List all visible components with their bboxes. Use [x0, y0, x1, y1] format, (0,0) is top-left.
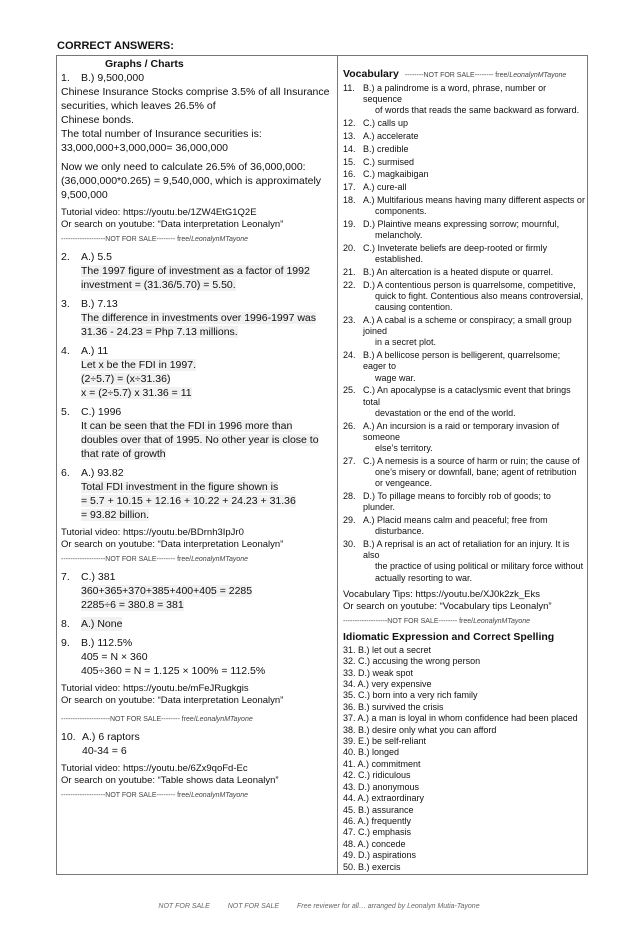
idiom-answer: 46. A.) frequently	[343, 815, 412, 826]
explanation: The 1997 figure of investment as a factor of 1992	[81, 265, 310, 277]
idiom-answer: 42. C.) ridiculous	[343, 770, 411, 781]
graphs-charts-column	[57, 56, 338, 874]
explanation: 33,000,000+3,000,000= 36,000,000	[61, 142, 228, 154]
search-hint: Or search on youtube: “Vocabulary tips Leonalyn”	[343, 600, 552, 612]
idiom-answer: 33. D.) weak spot	[343, 667, 414, 678]
answer-number: 24.	[343, 350, 356, 361]
answer-choice: C.) 1996	[81, 406, 122, 418]
answer-8	[61, 617, 333, 631]
vocab-answer	[343, 118, 585, 129]
vocab-answer	[343, 83, 585, 117]
answer-1	[61, 71, 333, 85]
answer-text: A.) Placid means calm and peaceful; free from	[363, 515, 548, 525]
not-for-sale-note: -------------------NOT FOR SALE-------- free/LeonalynMTayone	[61, 792, 249, 799]
not-for-sale-note: -------------------NOT FOR SALE-------- free/LeonalynMTayone	[61, 556, 249, 563]
answer-number: 1.	[61, 72, 70, 84]
answer-text-continued: components.	[375, 206, 427, 217]
answer-4	[61, 344, 333, 400]
answer-number: 27.	[343, 455, 356, 466]
vocab-answer	[343, 195, 585, 217]
idiom-answer: 38. B.) desire only what you can afford	[343, 724, 497, 735]
idiom-answer: 50. B.) exercis	[343, 861, 401, 872]
not-for-sale-note: -------------------NOT FOR SALE-------- free/LeonalynMTayone	[343, 617, 531, 625]
idiom-answer: 47. C.) emphasis	[343, 827, 412, 838]
idiom-answer: 37. A.) a man is loyal in whom confidence had been placed	[343, 713, 578, 724]
section-title-vocabulary: Vocabulary	[343, 68, 399, 80]
search-hint: Or search on youtube: “Data interpretation Leonalyn”	[61, 219, 284, 230]
answer-number: 7.	[61, 571, 70, 583]
answer-text: A.) An incursion is a raid or temporary invasion of someone	[363, 420, 560, 442]
answer-number: 13.	[343, 131, 356, 141]
answer-text: B.) An altercation is a heated dispute or quarrel.	[363, 266, 554, 277]
vocab-answer	[343, 421, 585, 455]
answer-number: 20.	[343, 242, 356, 253]
answer-text: C.) surmised	[363, 156, 415, 167]
answer-number: 15.	[343, 156, 356, 167]
idiom-answer: 49. D.) aspirations	[343, 850, 417, 861]
idiom-answer: 40. B.) longed	[343, 747, 400, 758]
explanation: (2÷5.7) = (x÷31.36)	[81, 373, 171, 385]
tutorial-link[interactable]: Tutorial video: https://youtu.be/BDrnh3IpJr0	[61, 527, 244, 538]
answer-number: 22.	[343, 279, 356, 290]
answer-text: B.) A reprisal is an act of retaliation for an injury. It is also	[363, 539, 570, 561]
answer-number: 5.	[61, 406, 70, 418]
answer-number: 10.	[61, 731, 76, 743]
idiom-answer: 48. A.) concede	[343, 838, 406, 849]
answer-number: 6.	[61, 467, 70, 479]
answer-choice: A.) 5.5	[81, 251, 112, 263]
search-hint: Or search on youtube: “Table shows data Leonalyn”	[61, 775, 279, 786]
answer-text: B.) A bellicose person is belligerent, quarrelsome; eager to	[363, 350, 561, 372]
answer-number: 29.	[343, 515, 356, 525]
section-title-idioms: Idiomatic Expression and Correct Spelling	[343, 630, 555, 643]
explanation: Now we only need to calculate 26.5% of 36,000,000:	[61, 161, 306, 173]
answer-number: 26.	[343, 420, 356, 431]
vocab-answer	[343, 182, 585, 193]
explanation: 2285÷6 = 380.8 = 381	[81, 599, 184, 611]
vocab-answer	[343, 539, 585, 584]
explanation: Let x be the FDI in 1997.	[81, 359, 196, 371]
answer-6	[61, 466, 333, 522]
answer-text-continued: in a secret plot.	[375, 337, 437, 348]
search-hint: Or search on youtube: “Data interpretation Leonalyn”	[61, 539, 284, 550]
footer-credit: Free reviewer for all… arranged by Leonalyn Mutia-Tayone	[296, 903, 480, 910]
vocab-answer	[343, 131, 585, 142]
answer-number: 4.	[61, 345, 70, 357]
idiom-answer: 36. B.) survived the crisis	[343, 701, 444, 712]
explanation: Total FDI investment in the figure shown is	[81, 481, 279, 493]
answer-3	[61, 297, 333, 339]
idiom-answer: 34. A.) very expensive	[343, 679, 432, 690]
answer-number: 12.	[343, 118, 356, 129]
answer-choice: B.) 9,500,000	[81, 72, 145, 84]
vocabulary-column	[338, 56, 589, 874]
answers-table	[56, 55, 588, 875]
answer-text-continued: disturbance.	[375, 526, 425, 537]
explanation: It can be seen that the FDI in 1996 more than	[81, 420, 293, 432]
answer-text: B.) credible	[363, 143, 409, 154]
answer-text-continued: of words that reads the same backward as forward.	[375, 105, 580, 116]
vocab-answer	[343, 456, 585, 490]
idiom-answers	[343, 645, 585, 873]
explanation: 40-34 = 6	[82, 745, 127, 757]
search-hint: Or search on youtube: “Data interpretation Leonalyn”	[61, 695, 284, 706]
answer-number: 16.	[343, 169, 356, 180]
answer-text: A.) A cabal is a scheme or conspiracy; a small group joined	[363, 314, 572, 337]
answer-9	[61, 636, 333, 678]
section-title-graphs: Graphs / Charts	[105, 58, 184, 70]
idiom-answer: 45. B.) assurance	[343, 804, 414, 815]
answer-choice: A.) None	[81, 618, 123, 630]
vocab-answer	[343, 491, 585, 513]
vocab-answer	[343, 515, 585, 537]
explanation: 360+365+370+385+400+405 = 2285	[81, 585, 253, 597]
answer-number: 28.	[343, 491, 356, 501]
explanation: 405 = N × 360	[81, 651, 148, 663]
explanation: Chinese Insurance Stocks comprise 3.5% of all Insurance securities, which leaves 26.5% of	[61, 86, 330, 112]
answer-text: C.) An apocalypse is a cataclysmic event that brings total	[363, 385, 571, 407]
answer-text: A.) Multifarious means having many different aspects or	[363, 194, 585, 205]
explanation: The difference in investments over 1996-1997 was	[81, 312, 317, 324]
vocab-answer	[343, 243, 585, 265]
explanation: x = (2÷5.7) x 31.36 = 11	[81, 387, 192, 399]
explanation: Chinese bonds.	[61, 114, 134, 126]
answer-number: 17.	[343, 182, 356, 193]
answer-text: D.) Plaintive means expressing sorrow; mournful,	[363, 218, 560, 229]
answer-number: 21.	[343, 266, 356, 277]
vocab-answer	[343, 280, 585, 314]
answer-choice: C.) 381	[81, 571, 116, 583]
vocab-answer	[343, 157, 585, 168]
idiom-answer: 43. D.) anonymous	[343, 781, 420, 792]
page-title: CORRECT ANSWERS:	[57, 40, 174, 52]
answer-text-continued: wage war.	[375, 372, 416, 383]
explanation: doubles over that of 1995. No other year is close to	[81, 434, 319, 446]
answer-number: 25.	[343, 385, 356, 396]
idiom-answer: 41. A.) commitment	[343, 758, 421, 769]
vocab-answer	[343, 385, 585, 419]
answer-text: C.) magkaibigan	[363, 169, 429, 180]
answer-number: 23.	[343, 314, 356, 325]
answer-text: C.) calls up	[363, 118, 409, 129]
answer-number: 19.	[343, 218, 356, 229]
answer-number: 11.	[343, 83, 355, 93]
answer-text-continued: one’s misery or downfall, bane; agent of retribution or vengeance.	[375, 467, 577, 489]
answer-text: C.) Inveterate beliefs are deep-rooted or firmly	[363, 242, 548, 253]
answer-number: 8.	[61, 618, 70, 630]
tutorial-link[interactable]: Tutorial video: https://youtu.be/6Zx9qoFd-Ec	[61, 763, 248, 774]
answer-number: 3.	[61, 298, 70, 310]
answer-choice: A.) 6 raptors	[82, 731, 140, 743]
answer-text: B.) a palindrome is a word, phrase, number or sequence	[363, 83, 547, 105]
answer-number: 14.	[343, 143, 356, 154]
vocabulary-answers	[343, 83, 585, 584]
tutorial-link[interactable]: Tutorial video: https://youtu.be/mFeJRugkgis	[61, 683, 249, 694]
answer-2	[61, 250, 333, 292]
answer-text-continued: established.	[375, 254, 424, 265]
answer-text-continued: melancholy.	[375, 230, 423, 241]
explanation: that rate of growth	[81, 448, 166, 460]
answer-text: A.) accelerate	[363, 131, 419, 141]
vocab-answer	[343, 315, 585, 349]
vocab-answer	[343, 267, 585, 278]
explanation: (36,000,000*0.265) = 9,540,000, which is approximately 9,500,000	[61, 175, 322, 201]
explanation: The total number of Insurance securities is:	[61, 128, 262, 140]
answer-number: 9.	[61, 637, 70, 649]
footer-note: NOT FOR SALE	[227, 903, 280, 910]
not-for-sale-note: --------NOT FOR SALE-------- free/LeonalynMTayone	[404, 72, 567, 79]
explanation: = 5.7 + 10.15 + 12.16 + 10.22 + 24.23 + 31.36	[81, 495, 296, 507]
explanation: 31.36 - 24.23 = Php 7.13 millions.	[81, 326, 238, 338]
answer-text-continued: the practice of using political or military force without actually resorting to war.	[375, 561, 584, 583]
answer-choice: B.) 112.5%	[81, 637, 133, 649]
answer-number: 30.	[343, 539, 356, 549]
answer-text: D.) To pillage means to forcibly rob of goods; to plunder.	[363, 491, 551, 513]
answer-text-continued: else’s territory.	[375, 443, 433, 453]
answer-number: 18.	[343, 194, 356, 205]
idiom-answer: 44. A.) extraordinary	[343, 793, 425, 804]
idiom-answer: 31. B.) let out a secret	[343, 644, 432, 655]
vocab-answer	[343, 219, 585, 241]
answer-5	[61, 405, 333, 461]
answer-7	[61, 570, 333, 612]
answer-text: D.) A contentious person is quarrelsome, competitive,	[363, 279, 576, 290]
footer-note: NOT FOR SALE	[158, 903, 210, 910]
answer-choice: A.) 11	[81, 345, 109, 357]
idiom-answer: 39. E.) be self-reliant	[343, 736, 427, 747]
tutorial-link[interactable]: Vocabulary Tips: https://youtu.be/XJ0k2zk_Eks	[343, 588, 540, 600]
not-for-sale-note: ---------------------NOT FOR SALE-------- free/LeonalynMTayone	[61, 716, 253, 723]
idiom-answer: 35. C.) born into a very rich family	[343, 690, 478, 701]
vocab-answer	[343, 144, 585, 155]
explanation: = 93.82 billion.	[81, 509, 150, 521]
answer-text-continued: quick to fight. Contentious also means controversial, causing contention.	[375, 290, 584, 313]
tutorial-link[interactable]: Tutorial video: https://youtu.be/1ZW4EtG1Q2E	[61, 207, 257, 218]
page-footer	[0, 903, 638, 910]
answer-text-continued: devastation or the end of the world.	[375, 407, 516, 418]
answer-choice: A.) 93.82	[81, 467, 124, 479]
answer-choice: B.) 7.13	[81, 298, 118, 310]
answer-number: 2.	[61, 251, 70, 263]
answer-10	[61, 730, 333, 758]
explanation: investment = (31.36/5.70) = 5.50.	[81, 279, 236, 291]
answer-text: A.) cure-all	[363, 182, 407, 193]
vocab-answer	[343, 169, 585, 180]
not-for-sale-note: -------------------NOT FOR SALE-------- free/LeonalynMTayone	[61, 236, 249, 243]
answer-text: C.) A nemesis is a source of harm or ruin; the cause of	[363, 455, 580, 466]
idiom-answer: 32. C.) accusing the wrong person	[343, 656, 481, 667]
vocab-answer	[343, 350, 585, 384]
explanation: 405÷360 = N = 1.125 × 100% = 112.5%	[81, 665, 266, 677]
